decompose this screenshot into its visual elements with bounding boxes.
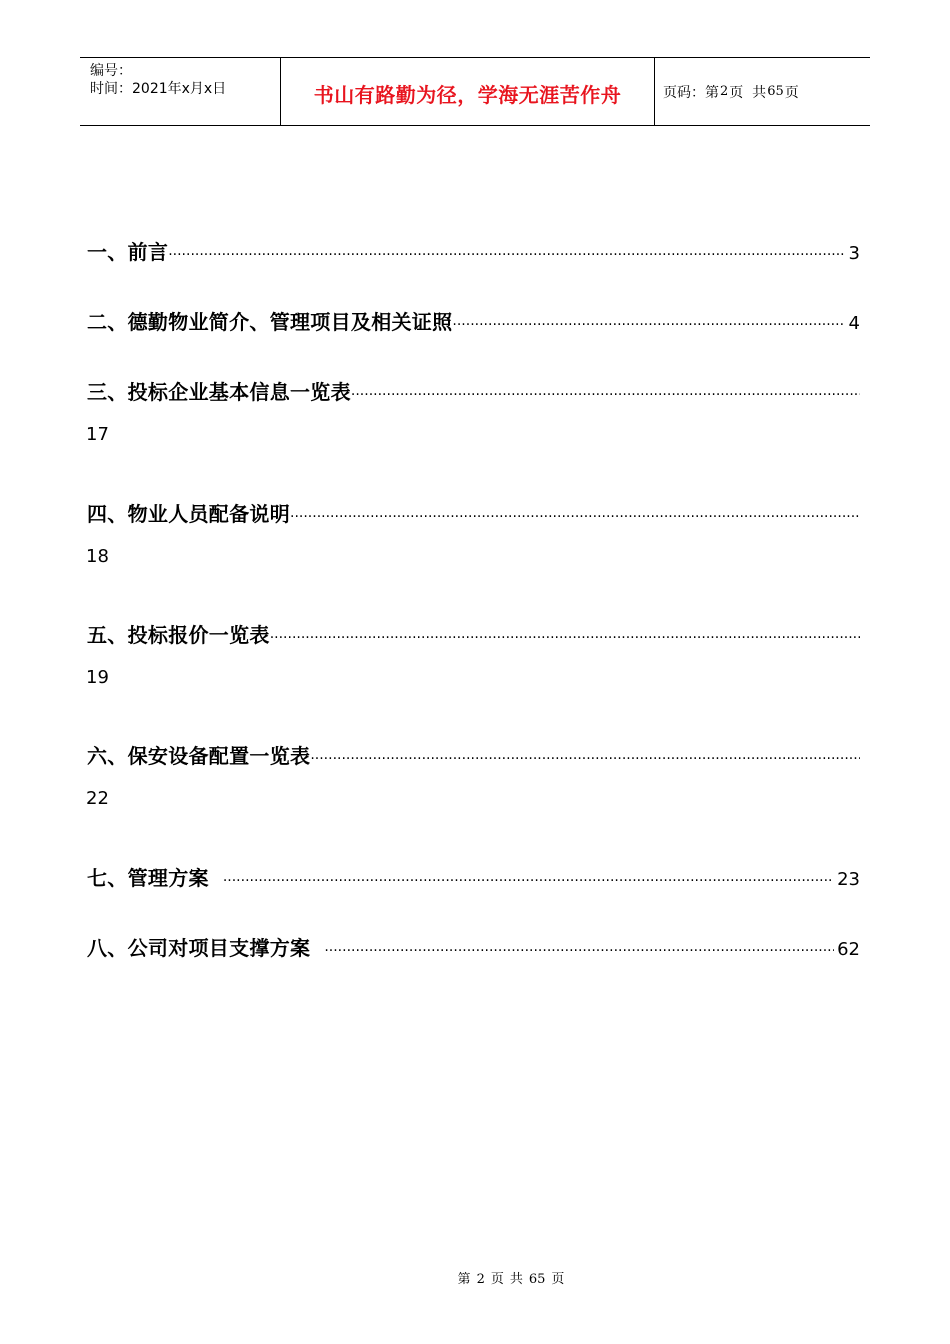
toc-leader-dots [351,388,860,402]
toc-entry-page: 19 [86,667,109,688]
footer-page-total: 65 [528,1272,546,1287]
toc-leader-dots [223,874,834,888]
toc-entry-title: 二、德勤物业简介、管理项目及相关证照 [87,310,453,334]
footer-page-current: 2 [476,1272,485,1287]
toc-entry-support-plan[interactable] [87,932,860,960]
header-motto-cell [281,58,655,125]
toc-entry-page: 17 [86,424,109,445]
toc-entry-security-equipment[interactable] [87,740,860,812]
header-page-total: 65 [767,84,784,99]
toc-entry-title: 六、保安设备配置一览表 [87,744,311,768]
toc-leader-dots [270,631,860,645]
header-page-current: 2 [720,84,729,99]
toc-entry-page: 18 [86,546,109,567]
toc-entry-company-intro[interactable] [87,306,860,334]
toc-leader-dots [452,318,845,332]
footer-gong: 共 [509,1272,523,1287]
toc-entry-title: 四、物业人员配备说明 [87,502,290,526]
toc-entry-page: 62 [837,939,860,960]
toc-entry-title: 八、公司对项目支撑方案 [87,936,311,960]
header-motto: 书山有路勤为径，学海无涯苦作舟 [313,83,622,107]
header-page-cell [655,58,870,125]
toc-leader-dots [310,752,860,766]
toc-entry-staffing[interactable] [87,498,860,570]
toc-entry-title: 三、投标企业基本信息一览表 [87,380,351,404]
page-footer [0,1268,950,1287]
toc-entry-page: 22 [86,788,109,809]
header-info-cell [80,58,281,125]
toc-entry-page: 3 [848,243,860,264]
toc-entry-management-plan[interactable] [87,862,860,890]
toc-entry-preface[interactable] [87,236,860,264]
toc-entry-quotation[interactable] [87,619,860,691]
toc-leader-dots [290,510,860,524]
toc-entry-page: 4 [848,313,860,334]
toc-entry-page: 23 [837,869,860,890]
footer-suffix: 页 [551,1272,565,1287]
toc-entry-title: 一、前言 [87,240,169,264]
toc-leader-dots [324,944,834,958]
document-number-label: 编号： [90,63,132,79]
header-page-prefix: 页码：第 [663,84,719,101]
document-time-label: 时间：2021年x月x日 [90,81,227,97]
footer-prefix: 第 [457,1272,471,1287]
toc-leader-dots [168,248,845,262]
toc-entry-title: 七、管理方案 [87,866,209,890]
footer-page-mid: 页 [490,1272,504,1287]
document-header [80,57,870,126]
header-page-mid: 页 共 [729,84,767,101]
header-page-suffix: 页 [784,84,799,101]
toc-entry-enterprise-info[interactable] [87,376,860,448]
toc-entry-title: 五、投标报价一览表 [87,623,270,647]
